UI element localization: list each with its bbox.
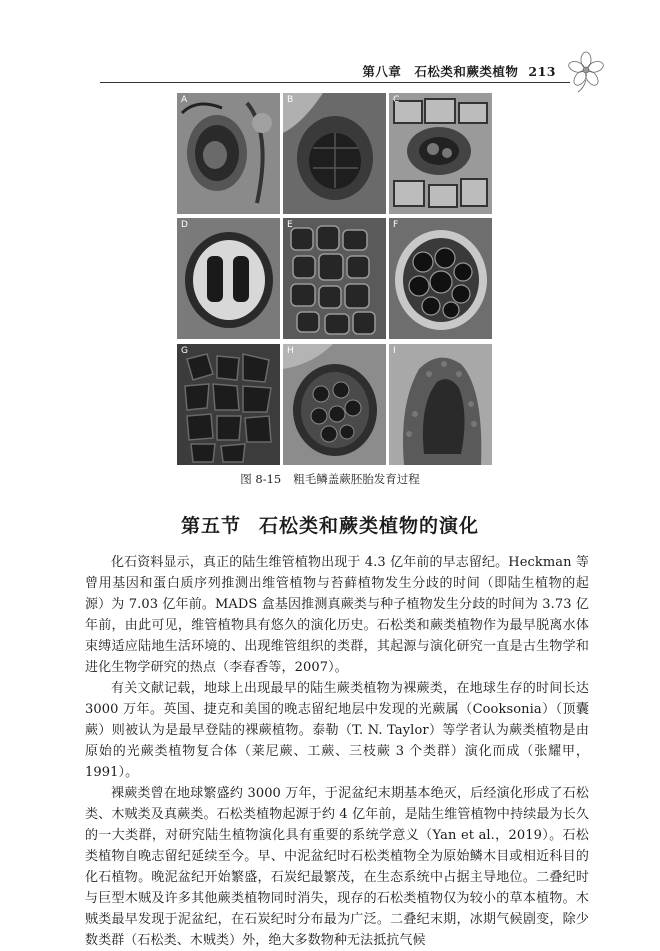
header-rule [100,82,570,83]
paragraph: 有关文献记载，地球上出现最早的陆生蕨类植物为裸蕨类，在地球生存的时间长达 3000 万年。英国、捷克和美国的晚志留纪地层中发现的光蕨属（Cooksonia）（顶囊蕨）则被认为是最早登陆的裸蕨植物。泰勒（T. N. Taylor）等学者认为蕨类植物是由原始的光蕨类植物复合体（莱尼蕨、工蕨、三枝蕨 3 个类群）演化而成（张耀甲，1991）。 [85,681,589,780]
figure-number: 图 8-15 [240,472,282,486]
panel-label-i: I [393,346,396,356]
micrograph-panel-d [177,218,280,339]
panel-label-c: C [393,95,400,105]
micrograph-panel-f [389,218,492,339]
panel-label-f: F [393,220,399,230]
micrograph-panel-a [177,93,280,214]
running-head [0,55,660,85]
micrograph-panel-c [389,93,492,214]
chapter-title: 第八章 石松类和蕨类植物 [362,64,519,79]
micrograph-panel-h [283,344,386,465]
micrograph-panel-g [177,344,280,465]
figure-caption [0,471,660,487]
running-head-text [362,62,556,80]
micrograph-panel-i [389,344,492,465]
panel-label-e: E [287,220,293,230]
figure-embryo-development [177,93,492,465]
paragraph: 化石资料显示，真正的陆生维管植物出现于 4.3 亿年前的早志留纪。Heckman 等曾用基因和蛋白质序列推测出维管植物与苔藓植物发生分歧的时间（即陆生植物的起源）为 7.03 亿年前。MADS 盒基因推测真蕨类与种子植物发生分歧的时间为 3.73 亿年前，由此可见，维管植物具有悠久的演化历史。石松类和蕨类植物作为最早脱离水体束缚适应陆地生活环境的、出现维管组织的类群，其起源与演化研究一直是古生物学和进化生物学研究的热点（李春香等，2007）。 [85,555,589,675]
panel-label-g: G [181,346,188,356]
micrograph-panel-b [283,93,386,214]
paragraph: 裸蕨类曾在地球繁盛约 3000 万年，于泥盆纪末期基本绝灭，后经演化形成了石松类、木贼类及真蕨类。石松类植物起源于约 4 亿年前，是陆生维管植物中持续最为长久的一大类群，对研究陆生植物演化具有重要的系统学意义（Yan et al.，2019）。石松类植物自晚志留纪延续至今。早、中泥盆纪时石松类植物全为原始鳞木目或相近科目的化石植物。晚泥盆纪开始繁盛，石炭纪最繁茂，在生态系统中占据主导地位。二叠纪时与巨型木贼及许多其他蕨类植物同时消失，现存的石松类植物仅为较小的草本植物。木贼类最早发现于泥盆纪，在石炭纪时分布最为广泛。二叠纪末期，冰期气候剧变，除少数类群（石松类、木贼类）外，绝大多数物种无法抵抗气候 [85,786,589,948]
panel-label-d: D [181,220,188,230]
section-title: 石松类和蕨类植物的演化 [259,515,480,537]
section-number: 第五节 [180,515,241,537]
figure-caption-text: 粗毛鳞盖蕨胚胎发育过程 [293,472,420,486]
panel-label-b: B [287,95,294,105]
panel-label-h: H [287,346,294,356]
page-number: 213 [528,64,556,79]
section-heading [0,511,660,538]
flower-ornament-icon [566,50,606,94]
panel-label-a: A [181,95,188,105]
micrograph-panel-e [283,218,386,339]
body-text [85,552,589,951]
